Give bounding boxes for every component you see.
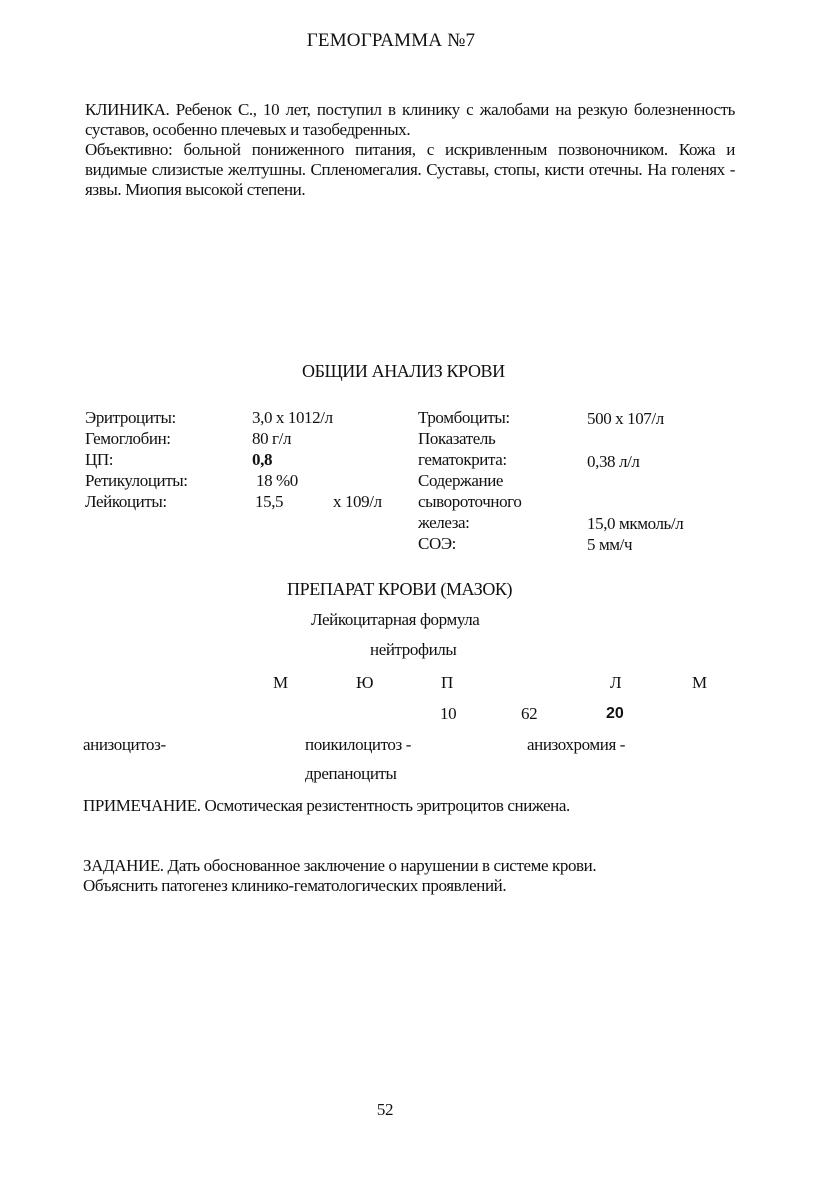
formula-header-myelocytes: М: [273, 673, 288, 692]
note-text: ПРИМЕЧАНИЕ. Осмотическая резистентность эритроцитов снижена.: [83, 796, 570, 815]
poikilocytosis-label: поикилоцитоз -: [305, 735, 411, 754]
iron-label-line3: железа:: [418, 513, 470, 532]
formula-header-lymphocytes: Л: [610, 673, 622, 692]
drepanocytes-label: дрепаноциты: [305, 764, 397, 783]
anisochromia-label: анизохромия -: [527, 735, 625, 754]
neutrophils-title: нейтрофилы: [370, 640, 457, 659]
clinic-paragraph-complaints: КЛИНИКА. Ребенок С., 10 лет, поступил в клинику с жалобами на резкую болезненность суставов, особенно плечевых и тазобедренных.: [85, 100, 735, 139]
erythrocytes-label: Эритроциты:: [85, 408, 176, 427]
task-block: [83, 856, 596, 896]
leukocytes-value: 15,5: [255, 492, 284, 511]
hemoglobin-label: Гемоглобин:: [85, 429, 171, 448]
formula-header-young: Ю: [356, 673, 374, 692]
iron-label-line1: Содержание: [418, 471, 504, 490]
platelets-value: 500 х 107/л: [587, 409, 664, 428]
blood-analysis-title: ОБЩИИ АНАЛИЗ КРОВИ: [302, 361, 505, 381]
esr-label: СОЭ:: [418, 534, 456, 553]
page-number: 52: [376, 1100, 394, 1119]
platelets-label: Тромбоциты:: [418, 408, 510, 427]
formula-value-segmented: 62: [521, 704, 538, 723]
leukocyte-formula-title: Лейкоцитарная формула: [311, 610, 480, 629]
esr-value: 5 мм/ч: [587, 535, 633, 554]
anisocytosis-label: анизоцитоз-: [83, 735, 166, 754]
reticulocytes-label: Ретикулоциты:: [85, 471, 188, 490]
leukocytes-unit: х 109/л: [333, 492, 382, 511]
formula-header-monocytes: М: [692, 673, 707, 692]
reticulocytes-value: 18 %0: [256, 471, 298, 490]
iron-label-line2: сывороточного: [418, 492, 522, 511]
hematocrit-value: 0,38 л/л: [587, 452, 640, 471]
formula-header-band: П: [441, 673, 453, 692]
task-line-2: Объяснить патогенез клинико-гематологических проявлений.: [83, 876, 507, 895]
task-line-1: ЗАДАНИЕ. Дать обоснованное заключение о нарушении в системе крови.: [83, 856, 597, 875]
hematocrit-label-line2: гематокрита:: [418, 450, 507, 469]
formula-value-lymphocytes: 20: [606, 705, 624, 722]
cp-label: ЦП:: [85, 450, 114, 469]
formula-value-band: 10: [440, 704, 457, 723]
clinic-description: [85, 100, 735, 200]
cp-value: 0,8: [252, 450, 273, 469]
hematocrit-label-line1: Показатель: [418, 429, 496, 448]
iron-value: 15,0 мкмоль/л: [587, 514, 684, 533]
erythrocytes-value: 3,0 х 1012/л: [252, 408, 333, 427]
leukocytes-label: Лейкоциты:: [85, 492, 167, 511]
page-title: ГЕМОГРАММА №7: [306, 30, 476, 51]
hemoglobin-value: 80 г/л: [252, 429, 292, 448]
smear-title: ПРЕПАРАТ КРОВИ (МАЗОК): [287, 579, 513, 599]
clinic-paragraph-objective: Объективно: больной пониженного питания, с искривленным позвоночником. Кожа и видимые слизистые желтушны. Спленомегалия. Суставы, стопы, кисти отечны. На голенях - язвы. Миопия высокой степени.: [85, 140, 735, 199]
